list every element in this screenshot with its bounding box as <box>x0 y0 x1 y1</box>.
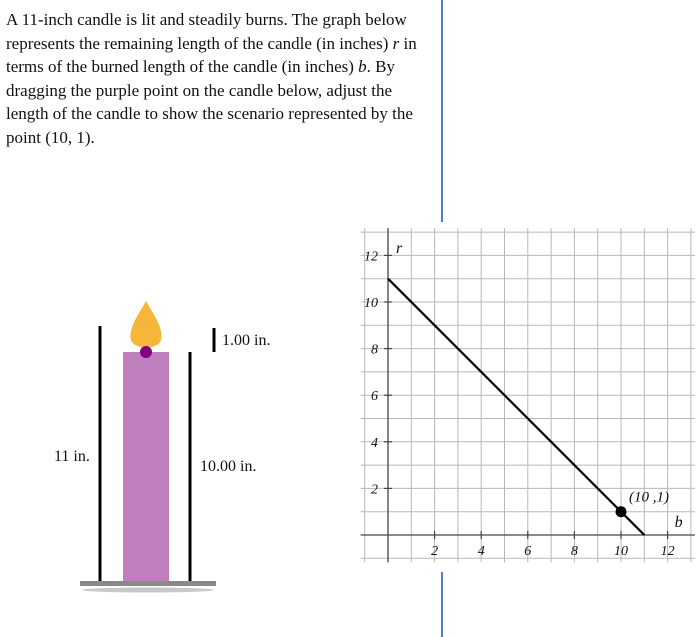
candle-base-shadow <box>82 588 214 593</box>
problem-text-1: A 11-inch candle is lit and steadily burns. The graph below represents the remaining length of the candle (in inches) <box>6 10 407 53</box>
problem-statement <box>6 8 431 149</box>
y-tick-label: 10 <box>364 296 378 311</box>
y-axis-label: r <box>396 240 403 258</box>
x-tick-label: 10 <box>614 544 628 559</box>
data-point-label: (10 ,1) <box>629 489 669 506</box>
x-axis-label: b <box>674 514 683 531</box>
series-line <box>388 279 644 535</box>
x-tick-label: 4 <box>477 544 485 559</box>
y-tick-label: 4 <box>371 435 378 451</box>
total-length-label: 11 in. <box>54 448 90 465</box>
x-tick-label: 2 <box>431 544 439 559</box>
candle-wax <box>123 352 169 582</box>
candle-length-drag-handle[interactable] <box>140 346 152 358</box>
x-tick-label: 6 <box>524 544 532 559</box>
burn-graph <box>355 225 700 575</box>
flame-icon <box>130 301 161 348</box>
data-series <box>388 279 669 535</box>
data-point <box>616 506 627 517</box>
candle-base-plate <box>80 581 216 586</box>
problem-text-2: in terms of the burned length of the candle (in inches) <box>6 33 417 76</box>
axis-ticks <box>364 249 675 559</box>
y-tick-label: 6 <box>371 389 378 405</box>
axis-labels <box>396 240 683 531</box>
y-tick-label: 8 <box>371 342 378 358</box>
x-tick-label: 12 <box>660 544 675 559</box>
candle-scene <box>0 290 300 610</box>
y-tick-label: 2 <box>371 482 378 498</box>
problem-text-3: . By dragging the purple point on the candle below, adjust the length of the candle to show the scenario represented by the point (10, 1). <box>6 57 413 147</box>
variable-r: r <box>392 33 400 53</box>
x-tick-label: 8 <box>570 544 578 559</box>
panel-divider-top <box>441 0 443 222</box>
grid-lines <box>361 228 695 562</box>
y-tick-label: 12 <box>364 249 378 265</box>
panel-divider-bottom <box>441 572 443 637</box>
burned-length-label: 1.00 in. <box>222 332 271 349</box>
variable-b: b <box>358 57 367 76</box>
remaining-length-label: 10.00 in. <box>200 458 257 475</box>
